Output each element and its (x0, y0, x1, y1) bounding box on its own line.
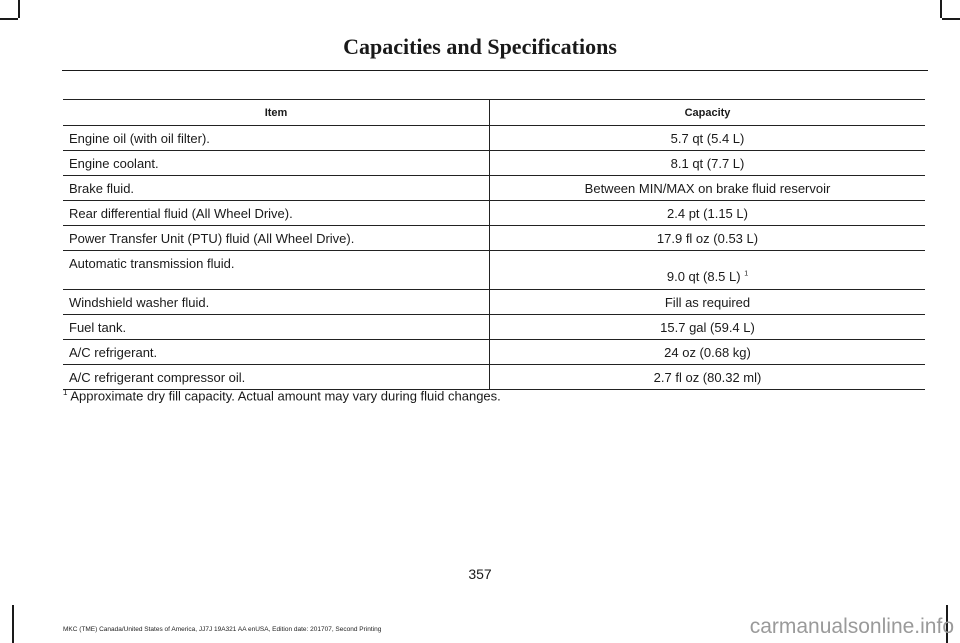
crop-mark-top-right-v (940, 0, 942, 18)
item-cell: Fuel tank. (63, 315, 490, 340)
item-cell: A/C refrigerant compressor oil. (63, 365, 490, 390)
capacity-cell (490, 201, 926, 226)
crop-mark-top-left-h (0, 18, 18, 20)
capacity-value: 2.4 pt (1.15 L) (667, 205, 748, 221)
capacity-value: Between MIN/MAX on brake fluid reservoir (584, 180, 831, 196)
capacity-value: 2.7 fl oz (80.32 ml) (653, 369, 762, 385)
table-row (63, 315, 925, 340)
column-header-item: Item (63, 100, 490, 126)
table-row (63, 365, 925, 390)
capacity-cell (490, 340, 926, 365)
footnote-text: Approximate dry fill capacity. Actual amount may vary during fluid changes. (70, 388, 501, 404)
table-row (63, 340, 925, 365)
capacity-value: 9.0 qt (8.5 L) (666, 269, 741, 284)
capacities-table (63, 99, 925, 390)
footnote-marker: 1 (63, 388, 68, 397)
header-rule (62, 70, 928, 71)
item-cell: Rear differential fluid (All Wheel Drive). (63, 201, 490, 226)
table-row (63, 151, 925, 176)
capacity-value: 17.9 fl oz (0.53 L) (656, 230, 759, 246)
item-cell: Windshield washer fluid. (63, 290, 490, 315)
crop-mark-top-left-v (18, 0, 20, 18)
item-cell: Automatic transmission fluid. (63, 251, 490, 290)
table-row (63, 226, 925, 251)
crop-mark-top-right-h (942, 18, 960, 20)
capacity-value: 8.1 qt (7.7 L) (670, 155, 745, 171)
item-cell: Engine oil (with oil filter). (63, 126, 490, 151)
page-title: Capacities and Specifications (343, 34, 617, 59)
capacity-cell (490, 126, 926, 151)
item-cell: A/C refrigerant. (63, 340, 490, 365)
capacity-value: 24 oz (0.68 kg) (664, 344, 751, 360)
table-row (63, 290, 925, 315)
footer-edition-text: MKC (TME) Canada/United States of America, JJ7J 19A321 AA enUSA, Edition date: 201707, Second Printing (63, 626, 382, 633)
crop-mark-bottom-left-v (12, 605, 14, 643)
table-row (63, 126, 925, 151)
capacity-value: 5.7 qt (5.4 L) (670, 130, 745, 146)
table-row (63, 201, 925, 226)
footnote (63, 388, 501, 403)
table-row (63, 251, 925, 290)
capacity-cell (490, 176, 926, 201)
capacity-cell (490, 151, 926, 176)
table-row (63, 176, 925, 201)
item-cell: Brake fluid. (63, 176, 490, 201)
capacity-cell (490, 315, 926, 340)
capacity-cell (490, 251, 926, 290)
capacity-cell (490, 226, 926, 251)
watermark: carmanualsonline.info (749, 615, 954, 638)
footnote-reference: 1 (744, 270, 749, 278)
capacity-value: Fill as required (664, 294, 751, 310)
capacity-cell (490, 290, 926, 315)
item-cell: Engine coolant. (63, 151, 490, 176)
table-header-row (63, 100, 925, 126)
capacity-cell (490, 365, 926, 390)
capacity-value: 15.7 gal (59.4 L) (660, 319, 755, 335)
column-header-capacity: Capacity (490, 100, 926, 126)
item-cell: Power Transfer Unit (PTU) fluid (All Wheel Drive). (63, 226, 490, 251)
page-number: 357 (468, 566, 492, 582)
